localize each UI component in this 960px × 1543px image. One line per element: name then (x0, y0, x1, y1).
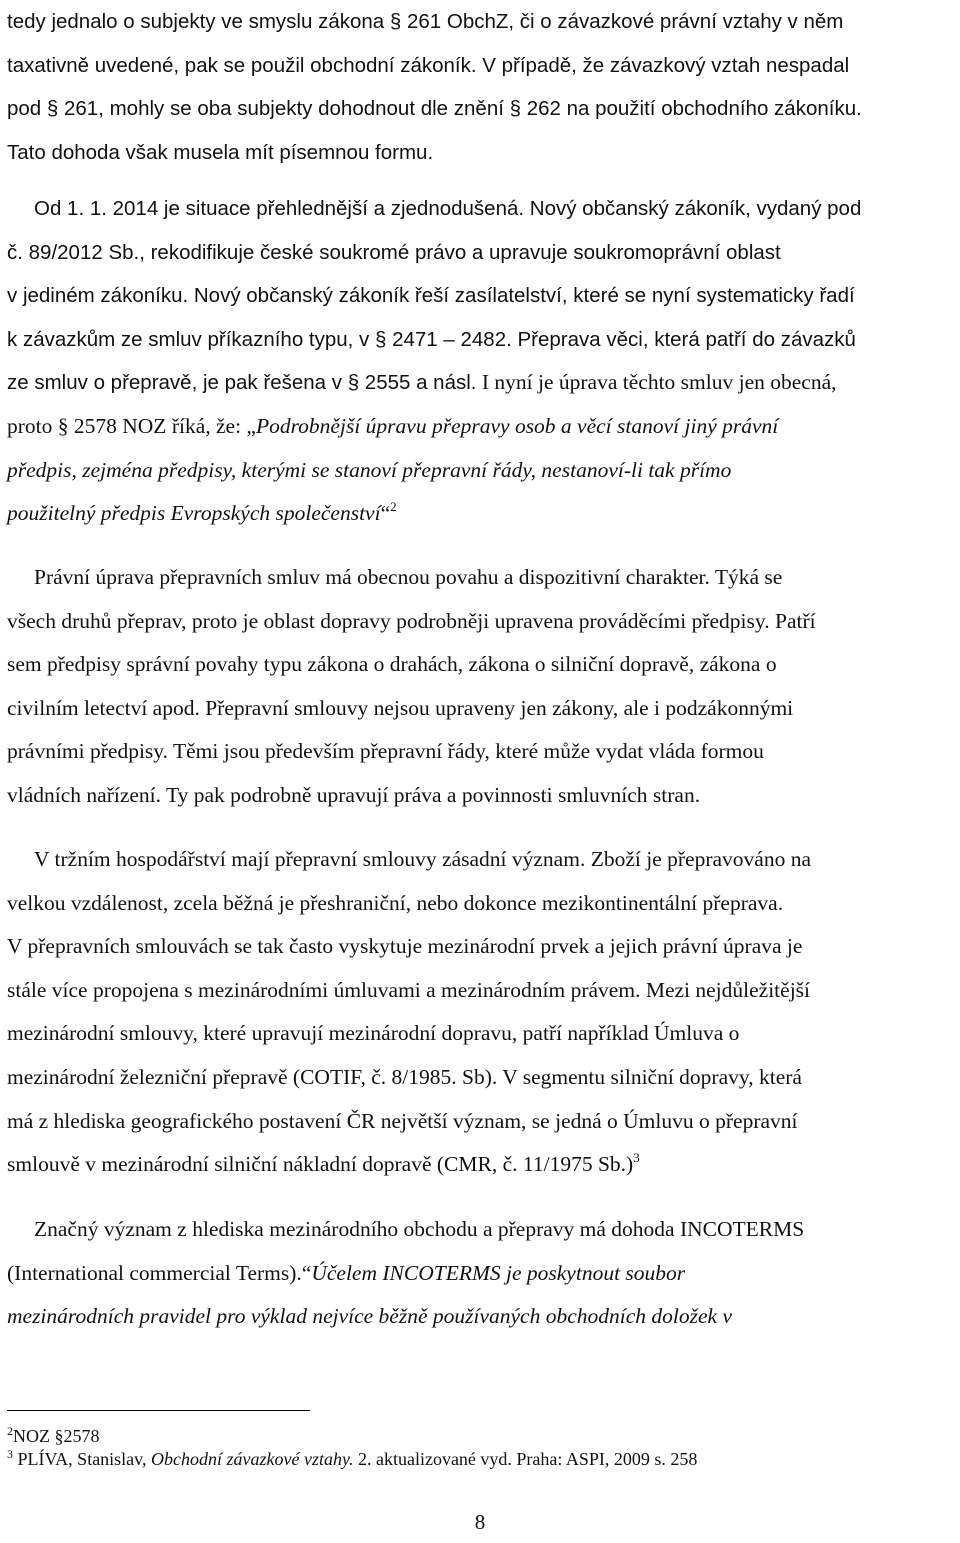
text-run: (International commercial Terms). (7, 1260, 302, 1285)
footnote-3 (7, 1448, 697, 1470)
paragraph-4 (7, 838, 952, 1187)
text-line: civilním letectví apod. Přepravní smlouvy nejsou upraveny jen zákony, ale i podzákonnými (7, 695, 794, 720)
text-line (7, 1295, 952, 1339)
quoted-text: Účelem INCOTERMS je poskytnout soubor (311, 1260, 686, 1285)
footnote-number: 2 (7, 1424, 13, 1438)
text-line: sem předpisy správní povahy typu zákona o drahách, zákona o silniční dopravě, zákona o (7, 652, 777, 677)
paragraph-3 (7, 556, 952, 818)
text-line: právními předpisy. Těmi jsou především přepravní řády, které může vydat vláda formou (7, 739, 764, 764)
footnote-text: PLÍVA, Stanislav, (17, 1449, 152, 1469)
quoted-text: použitelný předpis Evropských společenství (7, 501, 381, 526)
page-number: 8 (474, 1510, 486, 1534)
quoted-text: Podrobnější úpravu přepravy osob a věcí stanoví jiný právní (255, 413, 779, 438)
text-line: vládních nařízení. Ty pak podrobně upravují práva a povinnosti smluvních stran. (7, 782, 701, 807)
text-line: V tržním hospodářství mají přepravní smlouvy zásadní význam. Zboží je přepravováno na (34, 847, 811, 871)
text-line: Právní úprava přepravních smluv má obecnou povahu a dispozitivní charakter. Týká se (34, 565, 783, 589)
text-run: smlouvě v mezinárodní silniční nákladní dopravě (CMR, č. 11/1975 Sb.) (7, 1152, 634, 1177)
text-run: proto § 2578 NOZ říká, že: „ (7, 413, 256, 438)
text-line (7, 1143, 952, 1187)
text-run: ze smluv o přepravě, je pak řešena v § 2555 a násl. (7, 371, 477, 395)
text-line (7, 492, 952, 536)
text-line: Značný význam z hlediska mezinárodního obchodu a přepravy má dohoda INCOTERMS (34, 1217, 805, 1241)
closing-quote: “ (380, 501, 391, 526)
footnote-title: Obchodní závazkové vztahy. (151, 1449, 354, 1469)
text-run: I nyní je úprava těchto smluv jen obecná, (476, 370, 837, 395)
text-line (7, 1252, 952, 1296)
text-line: taxativně uvedené, pak se použil obchodní zákoník. V případě, že závazkový vztah nespadal (7, 53, 850, 77)
paragraph-2 (7, 187, 952, 536)
text-line: Od 1. 1. 2014 je situace přehlednější a zjednodušená. Nový občanský zákoník, vydaný pod (34, 197, 862, 220)
footnote-ref-2[interactable]: 2 (390, 499, 397, 515)
footnote-text: NOZ §2578 (13, 1426, 100, 1446)
footnote-text: 2. aktualizované vyd. Praha: ASPI, 2009 s. 258 (353, 1449, 698, 1469)
text-line: tedy jednalo o subjekty ve smyslu zákona § 261 ObchZ, či o závazkové právní vztahy v něm (7, 10, 844, 33)
text-line (7, 361, 952, 405)
quoted-text: mezinárodních pravidel pro výklad nejvíce běžně používaných obchodních doložek v (7, 1304, 733, 1329)
footnote-2 (7, 1425, 100, 1447)
text-line: velkou vzdálenost, zcela běžná je přeshraniční, nebo dokonce mezikontinentální přeprava. (7, 890, 784, 915)
text-line: č. 89/2012 Sb., rekodifikuje české soukromé právo a upravuje soukromoprávní oblast (7, 240, 781, 264)
opening-quote: “ (301, 1260, 312, 1285)
text-line: mezinárodní železniční přepravě (COTIF, č. 8/1985. Sb). V segmentu silniční dopravy, která (7, 1064, 802, 1089)
paragraph-1 (7, 0, 952, 174)
footnote-ref-3[interactable]: 3 (633, 1150, 640, 1166)
text-line: Tato dohoda však musela mít písemnou formu. (7, 140, 434, 164)
text-line: pod § 261, mohly se oba subjekty dohodnout dle znění § 262 na použití obchodního zákoníku. (7, 97, 862, 121)
paragraph-5 (7, 1208, 952, 1339)
text-line: stále více propojena s mezinárodními úmluvami a mezinárodním právem. Mezi nejdůležitější (7, 977, 811, 1002)
text-line: V přepravních smlouvách se tak často vyskytuje mezinárodní prvek a jejich právní úprava je (7, 934, 803, 959)
footnote-separator (7, 1410, 310, 1411)
footnote-number: 3 (7, 1447, 13, 1461)
text-line (7, 449, 952, 493)
text-line: v jediném zákoníku. Nový občanský zákoník řeší zasílatelství, které se nyní systematicky řadí (7, 284, 855, 308)
text-line: k závazkům ze smluv příkazního typu, v § 2471 – 2482. Přeprava věci, která patří do závazků (7, 327, 856, 351)
text-line (7, 405, 952, 449)
quoted-text: předpis, zejména předpisy, kterými se stanoví přepravní řády, nestanoví-li tak přímo (7, 457, 732, 482)
text-line: všech druhů přeprav, proto je oblast dopravy podrobněji upravena prováděcími předpisy. Patří (7, 608, 816, 633)
text-line: má z hlediska geografického postavení ČR největší význam, se jedná o Úmluvu o přepravní (7, 1108, 798, 1133)
text-line: mezinárodní smlouvy, které upravují mezinárodní dopravu, patří například Úmluva o (7, 1021, 740, 1046)
